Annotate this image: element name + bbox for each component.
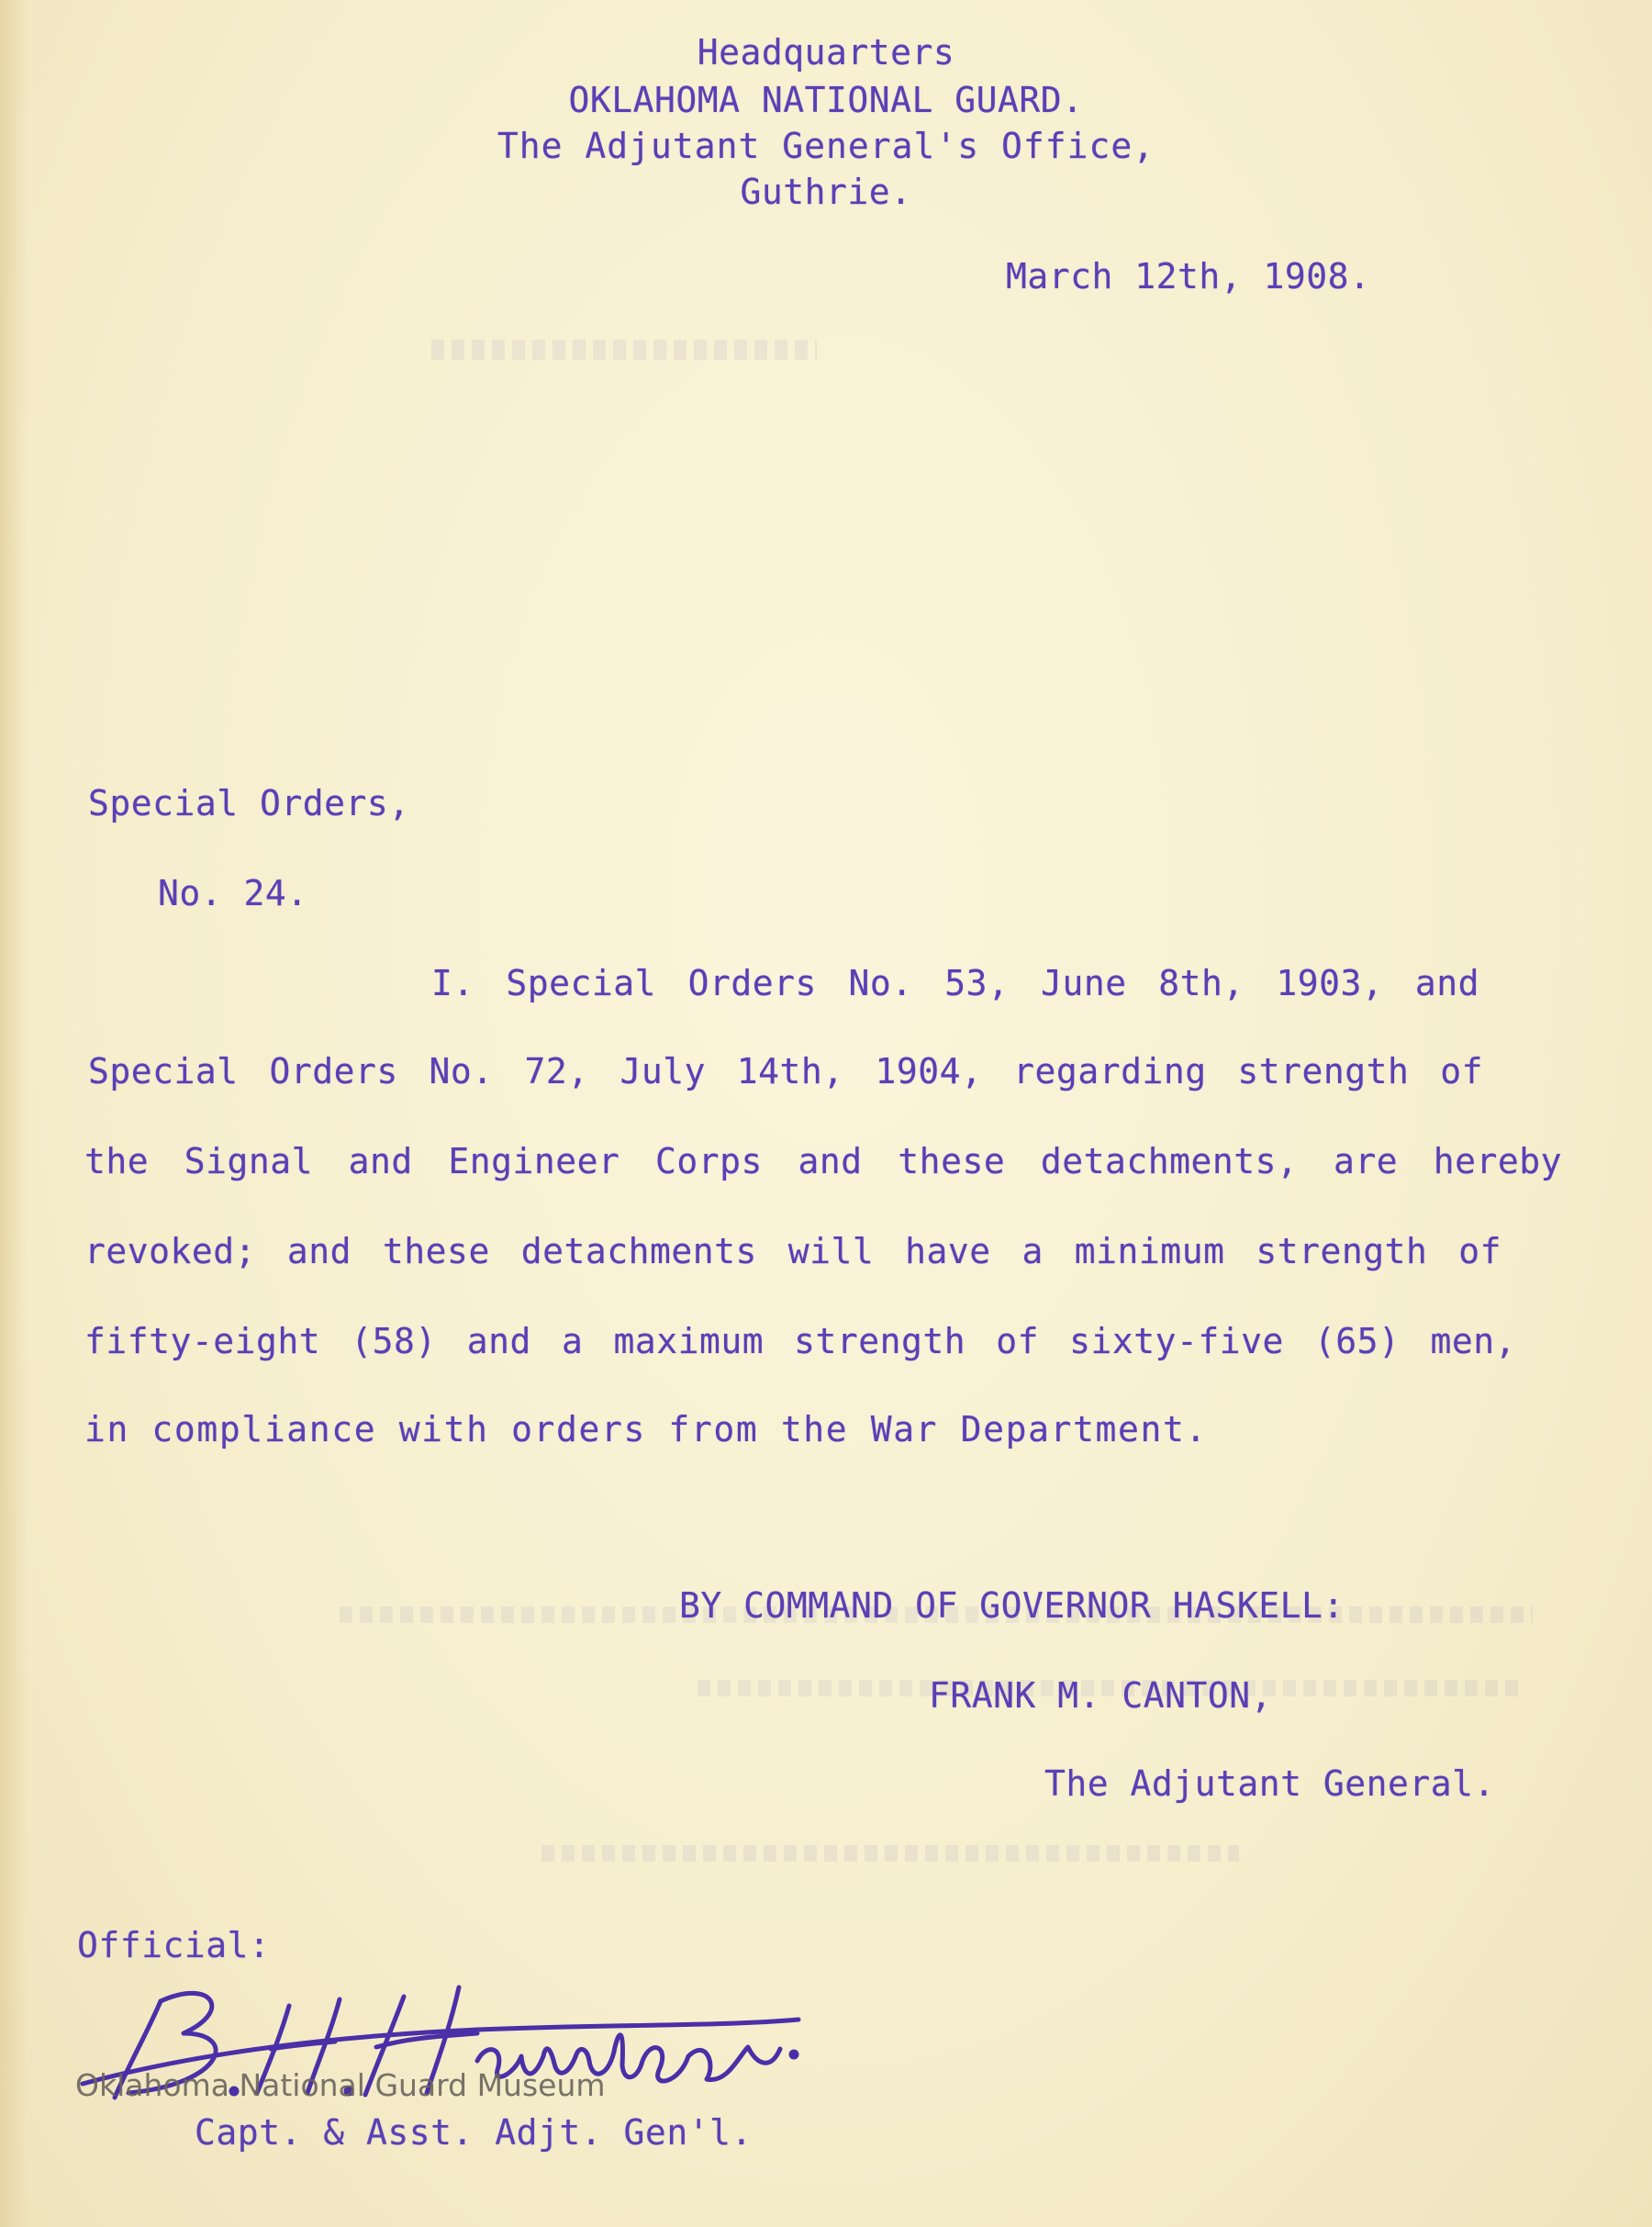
command-line: BY COMMAND OF GOVERNOR HASKELL: [679, 1585, 1345, 1626]
official-rank: Capt. & Asst. Adjt. Gen'l. [195, 2112, 753, 2153]
body-line-6: in compliance with orders from the War Department. [84, 1409, 1208, 1449]
body-line-3: the Signal and Engineer Corps and these detachments, are hereby [84, 1141, 1562, 1181]
document-date: March 12th, 1908. [1006, 256, 1371, 297]
orders-title: Special Orders, [88, 783, 410, 823]
body-line-4: revoked; and these detachments will have a minimum strength of [84, 1231, 1501, 1271]
handwritten-signature [73, 1946, 826, 2139]
command-title: The Adjutant General. [1044, 1763, 1495, 1804]
bleed-through-decoration [541, 1845, 1239, 1862]
body-line-5: fifty-eight (58) and a maximum strength of sixty-five (65) men, [84, 1321, 1516, 1361]
official-label: Official: [77, 1925, 271, 1965]
letterhead-line-2: OKLAHOMA NATIONAL GUARD. [568, 80, 1084, 120]
museum-watermark: Oklahoma National Guard Museum [75, 2067, 606, 2103]
bleed-through-decoration [431, 340, 817, 360]
orders-number: No. 24. [158, 873, 308, 913]
letterhead-line-4: Guthrie. [740, 172, 912, 212]
command-name: FRANK M. CANTON, [929, 1675, 1273, 1716]
body-line-1: I. Special Orders No. 53, June 8th, 1903, and [431, 963, 1479, 1003]
letterhead-line-1: Headquarters [697, 32, 955, 73]
body-line-2: Special Orders No. 72, July 14th, 1904, regarding strength of [88, 1051, 1483, 1091]
letterhead-line-3: The Adjutant General's Office, [497, 126, 1155, 166]
